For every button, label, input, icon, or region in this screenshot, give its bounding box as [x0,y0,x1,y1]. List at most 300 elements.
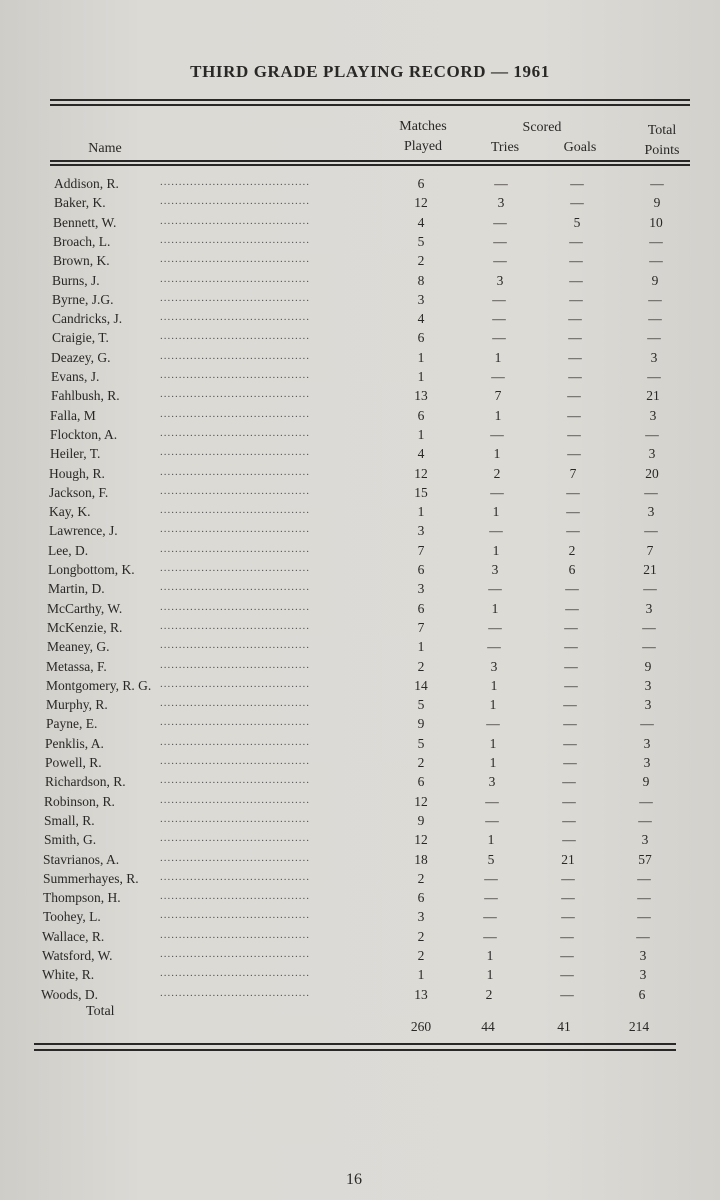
points-cell: — [650,176,664,191]
played-cell: 1 [417,369,425,384]
bottom-rule-1 [34,1043,676,1045]
tries-cell: — [484,890,498,906]
table-row [0,678,720,698]
player-name: Woods, D. [41,986,99,1002]
played-cell: 1 [417,967,425,983]
table-row [0,215,720,235]
table-row [0,466,720,486]
table-row [0,794,720,814]
header-total-line2: Points [644,143,680,158]
table-row [0,929,720,949]
total-points: 214 [628,1019,650,1034]
player-name: Kay, K. [49,504,91,520]
header-total [630,121,694,161]
points-cell: — [637,909,651,925]
dot-leader: ........................................ [160,504,310,517]
points-cell: — [647,369,661,384]
tries-cell: — [486,716,500,732]
player-name: Jackson, F. [49,484,109,500]
points-cell: 3 [649,407,657,423]
table-row [0,292,720,312]
goals-cell: — [567,407,581,423]
player-name: Falla, M [50,407,96,423]
player-name: Brown, K. [53,253,110,269]
tries-cell: — [493,214,507,230]
player-name: Payne, E. [46,716,98,732]
dot-leader: ........................................ [160,523,310,536]
tries-cell: 1 [489,697,497,713]
goals-cell: — [562,774,576,790]
played-cell: 6 [417,600,425,616]
tries-cell: 3 [497,195,505,211]
played-cell: 9 [417,716,425,732]
points-cell: 21 [646,388,660,404]
played-cell: 15 [414,484,428,500]
played-cell: 1 [417,349,425,365]
points-cell: — [644,523,658,539]
player-name: Candricks, J. [52,311,123,327]
player-name: Baker, K. [54,195,106,211]
dot-leader: ........................................ [160,484,310,497]
player-name: McCarthy, W. [47,600,123,616]
player-name: Addison, R. [54,176,119,191]
dot-leader: ........................................ [160,639,310,652]
points-cell: 3 [645,600,653,616]
player-name: Byrne, J.G. [52,291,114,307]
goals-cell: — [569,272,583,288]
dot-leader: ........................................ [160,542,310,555]
tries-cell: — [490,484,504,500]
tries-cell: — [490,426,504,442]
tries-cell: — [492,291,506,307]
played-cell: 6 [417,176,425,191]
played-cell: 3 [417,909,425,925]
goals-cell: — [565,600,579,616]
tries-cell: — [489,523,503,539]
played-cell: 1 [417,639,425,655]
table-row [0,601,720,621]
player-name: Powell, R. [45,755,102,770]
header-tries: Tries [490,140,520,155]
played-cell: 4 [417,311,425,327]
table-row [0,195,720,215]
tries-cell: — [483,909,497,925]
points-cell: — [638,812,652,828]
played-cell: 9 [417,812,425,828]
dot-leader: ........................................ [160,272,310,285]
header-scored: Scored [522,120,562,135]
tries-cell: 2 [485,986,493,1002]
player-name: Heiler, T. [50,446,101,462]
goals-cell: — [569,291,583,307]
dot-leader: ........................................ [160,330,310,343]
goals-cell: 21 [561,851,575,867]
dot-leader: ........................................ [160,812,310,825]
page-number: 16 [346,1171,362,1188]
table-row [0,543,720,563]
tries-cell: 1 [492,504,500,520]
points-cell: 3 [644,677,652,693]
dot-leader: ........................................ [160,697,310,710]
dot-leader: ........................................ [160,851,310,864]
table-row [0,562,720,582]
points-cell: 21 [643,562,657,577]
player-name: Evans, J. [51,369,100,384]
tries-cell: 1 [489,735,497,751]
total-goals: 41 [557,1019,571,1034]
goals-cell: — [560,948,574,963]
player-name: Deazey, G. [51,349,111,365]
dot-leader: ........................................ [160,388,310,401]
goals-cell: — [563,697,577,713]
played-cell: 13 [414,986,428,1002]
table-row [0,852,720,872]
goals-cell: — [569,233,583,249]
tries-cell: 1 [487,832,495,848]
tries-cell: — [483,928,497,944]
player-name: Robinson, R. [44,793,115,809]
points-cell: 9 [653,195,661,211]
table-row [0,736,720,756]
page-title: THIRD GRADE PLAYING RECORD — 1961 [190,62,550,81]
goals-cell: — [564,639,578,655]
played-cell: 18 [414,851,428,867]
table-row [0,427,720,447]
goals-cell: 7 [569,465,577,481]
played-cell: 3 [417,291,425,307]
header-name: Name [88,141,122,156]
dot-leader: ........................................ [160,176,310,188]
points-cell: 6 [638,986,646,1002]
goals-cell: — [564,677,578,693]
table-row [0,697,720,717]
played-cell: 3 [417,581,425,597]
table-row [0,890,720,910]
goals-cell: — [566,484,580,500]
tries-cell: 1 [490,677,498,693]
tries-cell: 1 [493,446,501,462]
points-cell: — [643,581,657,597]
player-name: Penklis, A. [45,735,104,751]
table-row [0,523,720,543]
points-cell: 3 [639,948,647,963]
player-name: Watsford, W. [42,948,113,963]
player-name: Small, R. [44,812,95,828]
goals-cell: — [562,832,576,848]
dot-leader: ........................................ [160,349,310,362]
total-tries: 44 [481,1019,495,1034]
dot-leader: ........................................ [160,233,310,246]
tries-cell: 7 [494,388,502,404]
dot-leader: ........................................ [160,311,310,324]
dot-leader: ........................................ [160,658,310,671]
dot-leader: ........................................ [160,619,310,632]
goals-cell: — [568,330,582,346]
table-row [0,581,720,601]
table-row [0,253,720,273]
dot-leader: ........................................ [160,967,310,980]
played-cell: 1 [417,426,425,442]
tries-cell: 1 [486,948,494,963]
points-cell: 9 [644,658,652,674]
points-cell: — [648,291,662,307]
player-name: Stavrianos, A. [43,851,120,867]
goals-cell: — [561,909,575,925]
totals-row [0,1019,720,1039]
tries-cell: — [494,176,508,191]
tries-cell: — [485,793,499,809]
top-rule-2 [50,104,690,106]
played-cell: 12 [414,832,428,848]
tries-cell: — [492,330,506,346]
player-name: Summerhayes, R. [43,870,139,886]
played-cell: 12 [414,793,428,809]
table-row [0,948,720,968]
points-cell: 3 [650,349,658,365]
tries-cell: — [484,870,498,886]
played-cell: 1 [417,504,425,520]
table-row [0,311,720,331]
goals-cell: — [563,755,577,770]
points-cell: — [647,330,661,346]
header-matches-line1: Matches [399,119,447,134]
dot-leader: ........................................ [160,446,310,459]
table-row [0,620,720,640]
points-cell: 10 [649,214,663,230]
played-cell: 5 [417,735,425,751]
points-cell: — [649,253,663,269]
dot-leader: ........................................ [160,870,310,883]
tries-cell: 3 [488,774,496,790]
player-name: Craigie, T. [52,330,109,346]
table-row [0,813,720,833]
points-cell: — [648,311,662,327]
goals-cell: — [563,735,577,751]
points-cell: 9 [642,774,650,790]
header-goals: Goals [563,140,597,155]
played-cell: 2 [417,658,425,674]
dot-leader: ........................................ [160,562,310,574]
points-cell: 7 [646,542,654,558]
points-cell: — [642,619,656,635]
goals-cell: — [566,523,580,539]
goals-cell: 2 [568,542,576,558]
played-cell: 6 [417,330,425,346]
dot-leader: ........................................ [160,735,310,748]
goals-cell: — [560,967,574,983]
table-row [0,832,720,852]
played-cell: 2 [417,870,425,886]
goals-cell: — [563,716,577,732]
table-row [0,446,720,466]
table-row [0,639,720,659]
goals-cell: — [567,426,581,442]
points-cell: 9 [651,272,659,288]
dot-leader: ........................................ [160,755,310,767]
table-row [0,909,720,929]
goals-cell: 5 [573,214,581,230]
goals-cell: — [560,986,574,1002]
points-cell: — [649,233,663,249]
goals-cell: — [566,504,580,520]
played-cell: 8 [417,272,425,288]
dot-leader: ........................................ [160,948,310,960]
tries-cell: 1 [494,407,502,423]
played-cell: 6 [417,774,425,790]
dot-leader: ........................................ [160,407,310,420]
points-cell: — [639,793,653,809]
dot-leader: ........................................ [160,890,310,903]
played-cell: 2 [417,755,425,770]
dot-leader: ........................................ [160,928,310,941]
header-total-line1: Total [647,123,677,138]
player-name: Wallace, R. [42,928,105,944]
header-matches [380,117,466,157]
player-name: Metassa, F. [46,658,107,674]
table-row [0,755,720,775]
player-name: Lee, D. [48,542,89,558]
points-cell: — [645,426,659,442]
points-cell: 3 [647,504,655,520]
goals-cell: — [570,195,584,211]
dot-leader: ........................................ [160,793,310,806]
dot-leader: ........................................ [160,465,310,478]
played-cell: 6 [417,562,425,577]
player-name: Broach, L. [53,233,111,249]
dot-leader: ........................................ [160,369,310,381]
points-cell: 3 [648,446,656,462]
tries-cell: 1 [489,755,497,770]
dot-leader: ........................................ [160,832,310,845]
played-cell: 6 [417,407,425,423]
points-cell: 3 [643,755,651,770]
goals-cell: — [567,388,581,404]
goals-cell: — [565,581,579,597]
goals-cell: — [562,812,576,828]
tries-cell: 3 [491,562,499,577]
tries-cell: 1 [492,542,500,558]
played-cell: 14 [414,677,428,693]
goals-cell: — [569,253,583,269]
table-row [0,273,720,293]
played-cell: 3 [417,523,425,539]
played-cell: 2 [417,948,425,963]
points-cell: — [644,484,658,500]
goals-cell: — [564,619,578,635]
top-rule-1 [50,99,690,101]
player-name: Murphy, R. [46,697,108,713]
goals-cell: — [561,890,575,906]
tries-cell: — [492,311,506,327]
goals-cell: — [567,446,581,462]
dot-leader: ........................................ [160,426,310,439]
dot-leader: ........................................ [160,581,310,594]
tries-cell: — [491,369,505,384]
player-name: Thompson, H. [43,890,121,906]
played-cell: 13 [414,388,428,404]
tries-cell: 3 [490,658,498,674]
points-cell: 20 [645,465,659,481]
table-row [0,388,720,408]
table-row [0,716,720,736]
goals-cell: — [570,176,584,191]
table-row [0,504,720,524]
points-cell: 3 [641,832,649,848]
tries-cell: — [488,581,502,597]
tries-cell: — [493,253,507,269]
played-cell: 2 [417,928,425,944]
goals-cell: — [568,369,582,384]
points-cell: — [642,639,656,655]
points-cell: — [636,928,650,944]
goals-cell: — [568,311,582,327]
table-row [0,369,720,389]
table-row [0,408,720,428]
table-row [0,234,720,254]
player-name: McKenzie, R. [47,619,123,635]
player-name: Montgomery, R. G. [46,677,152,693]
tries-cell: — [493,233,507,249]
tries-cell: 1 [491,600,499,616]
tries-cell: — [487,639,501,655]
player-name: Toohey, L. [43,909,101,925]
goals-cell: — [561,870,575,886]
points-cell: — [637,890,651,906]
dot-leader: ........................................ [160,291,310,304]
player-name: Bennett, W. [53,214,117,230]
played-cell: 7 [417,619,425,635]
tries-cell: 5 [487,851,495,867]
table-row [0,774,720,794]
played-cell: 12 [414,195,428,211]
player-name: Hough, R. [49,465,105,481]
player-name: Burns, J. [52,272,100,288]
table-row [0,485,720,505]
table-row [0,967,720,987]
played-cell: 7 [417,542,425,558]
header-matches-line2: Played [403,139,443,154]
played-cell: 4 [417,214,425,230]
tries-cell: — [488,619,502,635]
dot-leader: ........................................ [160,214,310,227]
goals-cell: — [560,928,574,944]
total-label: Total [86,1004,115,1019]
table-row [0,176,720,196]
dot-leader: ........................................ [160,774,310,787]
played-cell: 6 [417,890,425,906]
tries-cell: 2 [493,465,501,481]
header-rule-1 [50,160,690,162]
table-row [0,871,720,891]
dot-leader: ........................................ [160,716,310,729]
dot-leader: ........................................ [160,195,310,208]
player-name: Longbottom, K. [48,562,135,577]
player-name: Flockton, A. [50,426,118,442]
table-row [0,330,720,350]
table-row [0,350,720,370]
played-cell: 5 [417,697,425,713]
bottom-rule-2 [34,1049,676,1051]
header-rule-2 [50,164,690,166]
tries-cell: 1 [486,967,494,983]
points-cell: 3 [643,735,651,751]
goals-cell: 6 [568,562,576,577]
points-cell: — [640,716,654,732]
points-cell: 3 [639,967,647,983]
tries-cell: 1 [494,349,502,365]
played-cell: 12 [414,465,428,481]
total-played: 260 [410,1019,432,1034]
